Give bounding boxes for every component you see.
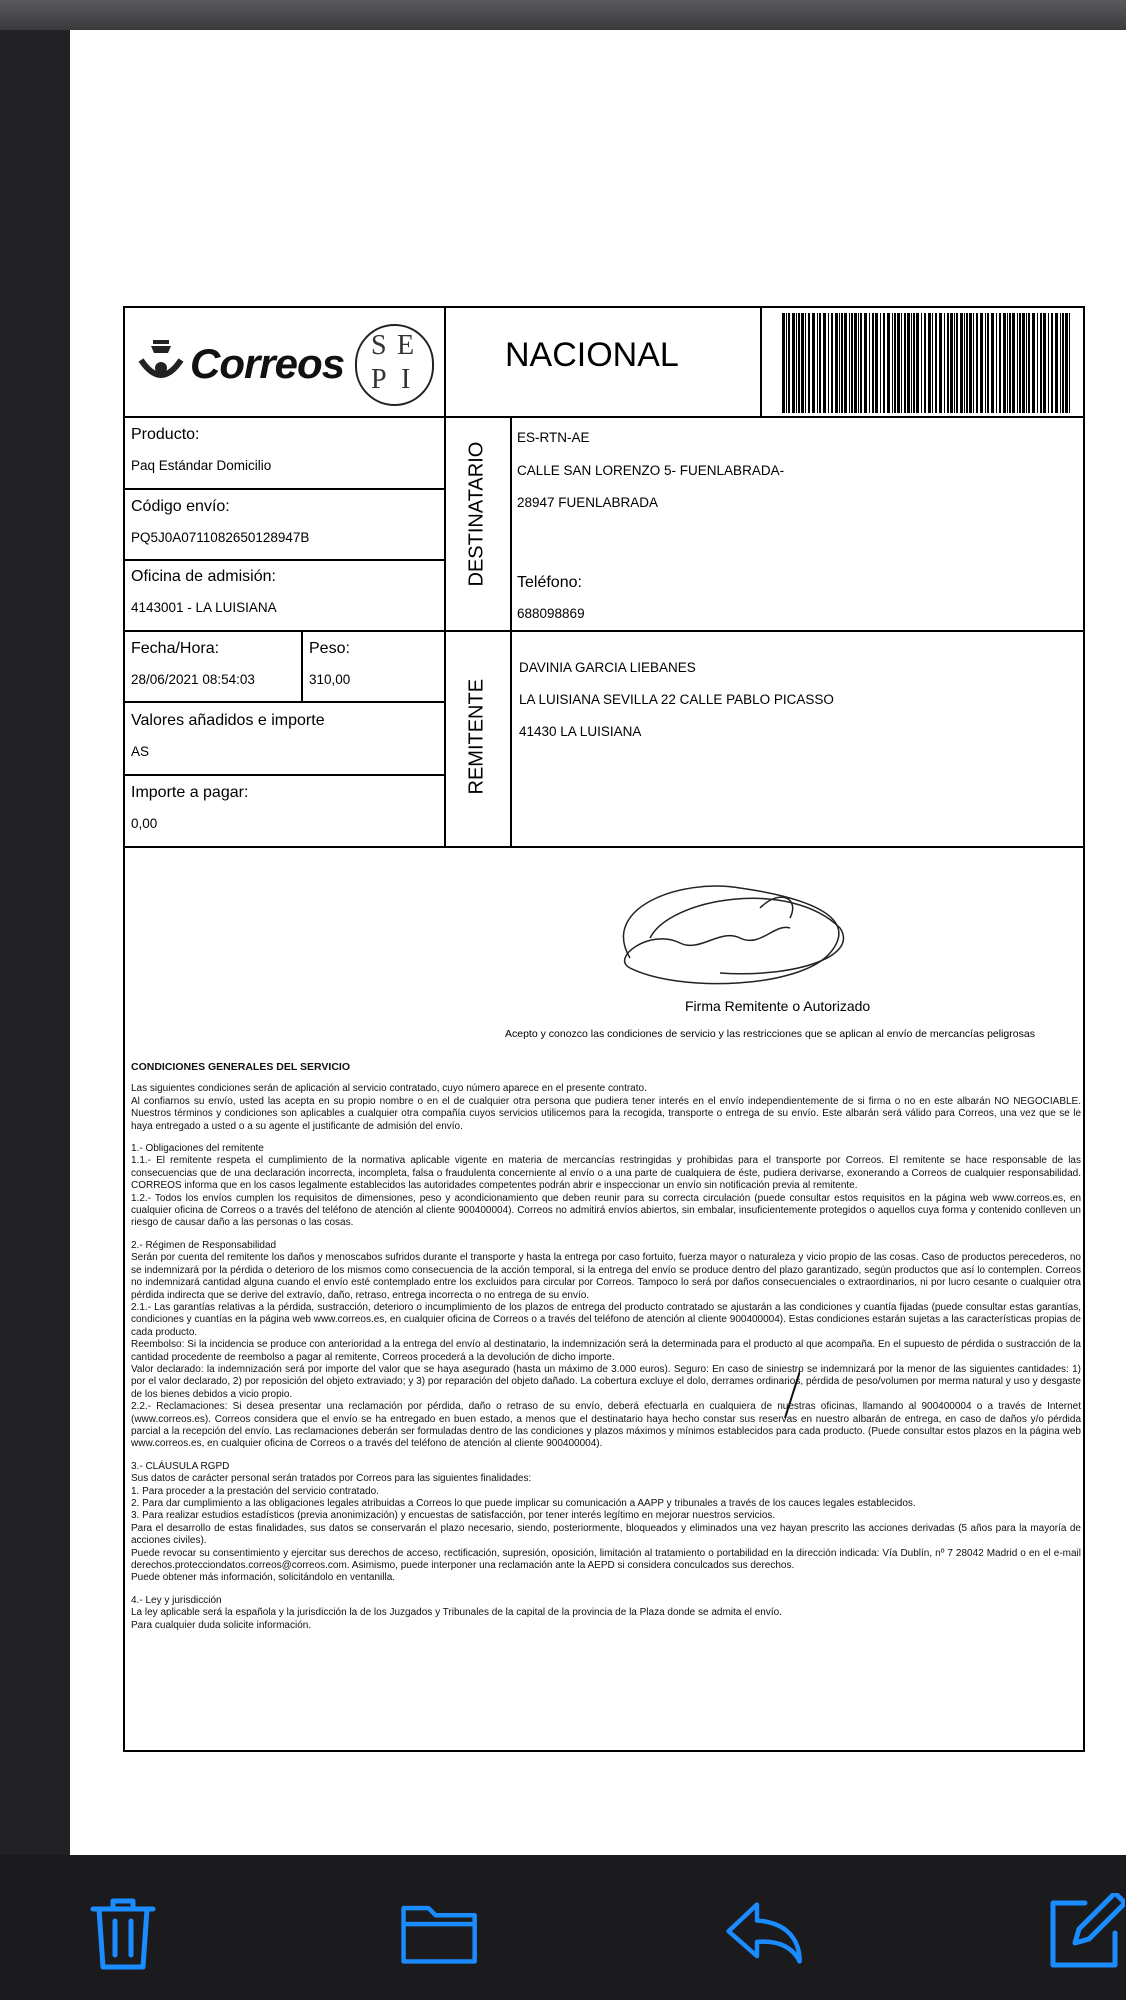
barcode-bar [1017,313,1018,413]
barcode-bar [1032,313,1035,413]
remitente-line: 41430 LA LUISIANA [519,724,642,739]
barcode [782,313,1072,413]
reply-icon[interactable] [725,1893,805,1973]
importe-label: Importe a pagar: [131,784,249,801]
barcode-bar [817,313,818,413]
divider [125,774,445,776]
barcode-bar [788,313,790,413]
barcode-bar [1037,313,1038,413]
signature-caption: Firma Remitente o Autorizado [685,998,871,1014]
valores-label: Valores añadidos e importe [131,712,325,729]
divider [760,308,762,418]
importe-value: 0,00 [131,816,158,831]
condition-paragraph: 2.- Régimen de Responsabilidad [131,1239,277,1251]
barcode-bar [1069,313,1070,413]
divider [125,846,1083,848]
paragraph-spacer [131,1585,1081,1595]
oficina-value: 4143001 - LA LUISIANA [131,600,277,615]
destinatario-heading: DESTINATARIO [465,441,488,587]
divider [125,488,445,490]
service-type: NACIONAL [505,336,679,374]
barcode-bar [1062,313,1064,413]
barcode-bar [1028,313,1030,413]
conditions-title: CONDICIONES GENERALES DEL SERVICIO [131,1061,350,1073]
barcode-bar [872,313,874,413]
trash-icon[interactable] [83,1893,163,1973]
barcode-bar [854,313,857,413]
condition-paragraph: 1.2.- Todos los envíos cumplen los requisitos de dimensiones, peso y acondicionamiento que deben reunir para su correcta circulación (puede consultar estos requisitos en la página web www.correos.es, en cualquier oficina de Correos o a través del teléfono de atención al cliente 900400004). Correos no admitirá envíos abiertos, sin embalar, insuficientemente protegidos o aquellos cuya forma y contenido conlleven un riesgo de causar daño a las personas o las cosas. [131,1192,1081,1229]
barcode-bar [839,313,840,413]
sepi-letter: P [371,364,387,395]
barcode-bar [904,313,906,413]
barcode-bar [1060,313,1061,413]
barcode-bar [901,313,902,413]
correos-logo [135,332,350,392]
condition-paragraph: Para cualquier duda solicite información. [131,1619,312,1631]
remitente-heading: REMITENTE [465,678,488,795]
condition-paragraph: La ley aplicable será la española y la jurisdicción la de los Juzgados y Tribunales de la capital de la provincia de la Plaza donde se admita el envío. [131,1607,782,1619]
sepi-letter: S [371,330,387,361]
peso-value: 310,00 [309,672,351,687]
condition-paragraph: 2.2.- Reclamaciones: Si desea presentar una reclamación por pérdida, daño o retraso de su envío, deberá efectuarla en cualquiera de nuestras oficinas, llamando al 900400004 o a través de Internet (www.correos.es). Correos considera que el envío se ha entregado en buen estado, a menos que el destinatario haya hecho constar sus reservas en nuestro albarán de entrega, en caso de daños y/o pérdida parcial a la recepción del envío. Las reclamaciones deberán ser formuladas dentro de las condiciones y plazos máximos y mínimos establecidos para cada producto. (Puede consultar estos plazos en la página web www.correos.es, en cualquier oficina de Correos o a través del teléfono de atención al cliente 900400004). [131,1401,1081,1450]
barcode-bar [1051,313,1053,413]
barcode-bar [921,313,922,413]
shipping-label [123,306,1085,1752]
barcode-bar [860,313,862,413]
condition-paragraph: Para el desarrollo de estas finalidades, sus datos se conservarán el plazo necesario, siendo, posteriormente, bloqueados y eliminados una vez hayan prescrito las acciones derivadas (5 años para la mayoría de acciones civiles). [131,1522,1081,1547]
barcode-bar [1026,313,1027,413]
barcode-bar [831,313,833,413]
barcode-bar [786,313,787,413]
paragraph-spacer [131,1230,1081,1240]
barcode-bar [1040,313,1042,413]
valores-value: AS [131,744,150,759]
barcode-bar [939,313,942,413]
barcode-bar [849,313,850,413]
divider [125,559,445,561]
barcode-bar [928,313,931,413]
barcode-bar [808,313,810,413]
barcode-bar [851,313,853,413]
sepi-letter: E [397,330,415,361]
barcode-bar [1012,313,1015,413]
barcode-bar [924,313,926,413]
condition-paragraph: 1.- Obligaciones del remitente [131,1143,264,1155]
barcode-bar [835,313,838,413]
paragraph-spacer [131,1133,1081,1143]
conditions-body [131,1083,1081,1632]
condition-paragraph: 3.- CLÁUSULA RGPD [131,1460,230,1472]
barcode-bar [1065,313,1068,413]
destinatario-line: 28947 FUENLABRADA [517,495,659,510]
condition-paragraph: Las siguientes condiciones serán de aplicación al servicio contratado, cuyo número aparece en el presente contrato. [131,1083,647,1095]
top-bar [0,0,1126,30]
barcode-bar [1009,313,1011,413]
barcode-bar [1003,313,1006,413]
barcode-bar [985,313,986,413]
barcode-bar [932,313,933,413]
barcode-bar [798,313,800,413]
sepi-logo [355,324,434,406]
barcode-bar [796,313,797,413]
barcode-bar [935,313,937,413]
barcode-bar [956,313,958,413]
acceptance-text: Acepto y conozco las condiciones de servicio y las restricciones que se aplican al envío de mercancías peligrosas [505,1028,1035,1040]
barcode-bar [1019,313,1021,413]
divider [125,701,445,703]
bottom-toolbar [0,1855,1126,2000]
divider [125,630,1083,632]
producto-label: Producto: [131,426,200,443]
barcode-bar [894,313,896,413]
condition-paragraph: Valor declarado: la indemnización será por importe del valor que se haya asegurado (hasta un máximo de 3.000 euros). Seguro: En caso de siniestro se indemnizará por la menor de las siguientes cantidades: 1) por el valor declarado, 2) por reposición del objeto extraviado; y 3) por reparación del objeto dañado. La cobertura excluye el dolo, derrames ordinarios, pérdida de peso/volumen por merma natural y uso y desgaste de los bienes debidos a vicio propio. [131,1363,1081,1400]
barcode-bar [950,313,953,413]
barcode-bar [976,313,978,413]
barcode-bar [964,313,965,413]
document-page [70,30,1126,1855]
signature-image [590,868,870,993]
barcode-bar [844,313,847,413]
barcode-bar [858,313,859,413]
barcode-bar [887,313,890,413]
barcode-bar [996,313,997,413]
oficina-label: Oficina de admisión: [131,568,276,585]
barcode-bar [911,313,912,413]
condition-paragraph: 1.1.- El remitente respeta el cumplimiento de la normativa aplicable vigente en materia de mercancías restringidas y prohibidas para el transporte por Correos. El remitente se hace responsable de las consecuencias que de una declaración incorrecta, incompleta, falsa o fraudulenta concerniente al envío o a una parte de cualquiera de éste, pudiera derivarse, exonerando a Correos de cualquier responsabilidad. CORREOS informa que en los casos legalmente establecidos las autoridades competentes podrán abrir e inspeccionar un envío sin notificación previa al remitente. [131,1155,1081,1192]
condition-paragraph: 4.- Ley y jurisdicción [131,1594,222,1606]
barcode-bar [782,313,785,413]
telefono-label: Teléfono: [517,574,582,591]
barcode-bar [913,313,915,413]
conditions-block [131,1061,1081,1632]
divider [444,308,446,848]
barcode-bar [960,313,963,413]
condition-paragraph: Al confiarnos su envío, usted las acepta en su propio nombre o en el de cualquier otra persona que pudiera tener interés en el envío independientemente de si firma o no en este albarán NO NEGOCIABLE. Nuestros términos y condiciones son aplicables a cualquier otra compañía cuyos servicios utilicemos para la recogida, transporte o entrega de su envío. Este albarán será válido para Correos, una vez que se le haya entregado a usted o a su agente el justificante de admisión del envío. [131,1095,1081,1132]
barcode-bar [973,313,974,413]
barcode-bar [980,313,983,413]
post-horn-icon [135,338,187,390]
barcode-bar [819,313,821,413]
condition-paragraph: 3. Para realizar estudios estadísticos (previa anonimización) y encuestas de satisfacción, por tener interés legítimo en mejorar nuestros servicios. [131,1510,776,1522]
barcode-bar [869,313,870,413]
telefono-value: 688098869 [517,606,585,621]
peso-label: Peso: [309,640,350,657]
producto-value: Paq Estándar Domicilio [131,458,272,473]
divider [510,416,512,848]
barcode-bar [966,313,968,413]
barcode-bar [792,313,795,413]
barcode-bar [828,313,829,413]
remitente-line: LA LUISIANA SEVILLA 22 CALLE PABLO PICASSO [519,692,834,707]
barcode-bar [875,313,878,413]
barcode-bar [1048,313,1049,413]
barcode-bar [944,313,945,413]
fecha-value: 28/06/2021 08:54:03 [131,672,255,687]
barcode-bar [1022,313,1025,413]
barcode-bar [991,313,994,413]
barcode-bar [897,313,900,413]
barcode-bar [805,313,806,413]
barcode-bar [823,313,826,413]
barcode-bar [812,313,815,413]
divider [125,416,1083,418]
condition-paragraph: Reembolso: Si la incidencia se produce con anterioridad a la entrega del envío al destinatario, la indemnización será la determinada para el producto al que acompaña. En el supuesto de pérdida o sustracción de la cantidad procedente de reembolso a pagar al remitente, Correos procederá a la devolución de dicho importe. [131,1339,1081,1363]
logo-text: Correos [190,340,345,387]
compose-icon[interactable] [1045,1893,1125,1973]
codigo-value: PQ5J0A0711082650128947B [131,530,310,545]
destinatario-line: ES-RTN-AE [517,430,590,445]
sepi-letter: I [401,364,411,395]
barcode-bar [907,313,910,413]
barcode-bar [954,313,955,413]
codigo-label: Código envío: [131,498,230,515]
barcode-bar [801,313,804,413]
barcode-bar [947,313,949,413]
destinatario-line: CALLE SAN LORENZO 5- FUENLABRADA- [517,463,785,478]
barcode-bar [987,313,989,413]
condition-paragraph: Sus datos de carácter personal serán tratados por Correos para las siguientes finalidades: [131,1473,532,1485]
condition-paragraph: 1. Para proceder a la prestación del servicio contratado. [131,1485,379,1497]
condition-paragraph: 2.1.- Las garantías relativas a la pérdida, sustracción, deterioro o incumplimiento de los plazos de entrega del producto contratado se ajustarán a las condiciones y cuantía fijadas (puede consultar estas garantías, condiciones y cuantías en la página web www.correos.es, en cualquier oficina de Correos o a través del teléfono de atención al cliente 900400004). Estas condiciones estarán sujetas a las características propias de cada producto. [131,1301,1081,1338]
barcode-bar [880,313,881,413]
left-margin [0,30,70,1855]
barcode-bar [1007,313,1008,413]
barcode-bar [864,313,867,413]
fecha-label: Fecha/Hora: [131,640,220,657]
divider [301,630,303,702]
barcode-bar [969,313,972,413]
barcode-bar [892,313,893,413]
paragraph-spacer [131,1451,1081,1461]
barcode-bar [841,313,843,413]
remitente-line: DAVINIA GARCIA LIEBANES [519,660,696,675]
barcode-bar [1043,313,1046,413]
barcode-bar [916,313,919,413]
condition-paragraph: Puede revocar su consentimiento y ejercitar sus derechos de acceso, rectificación, supresión, oposición, limitación al tratamiento o portabilidad en la dirección indicada: Vía Dublín, nº 7 28042 Madrid o en el e-mail derechos.protecciondatos.correos@correos.com. Asimismo, puede interponer una reclamación ante la AEPD si considera conculcados sus derechos. [131,1547,1081,1572]
barcode-bar [1055,313,1058,413]
barcode-bar [883,313,885,413]
condition-paragraph: Serán por cuenta del remitente los daños y menoscabos sufridos durante el transporte y hasta la entrega por caso fortuito, fuerza mayor o naturaleza y vicio propio de las cosas. Caso de productos perecederos, no se indemnizará por la pérdida o deterioro de los mismos como consecuencia de la acción temporal, si la entrega del envío se produce dentro del plazo garantizado, según productos que así lo contemplen. Correos no indemnizará cantidad alguna cuando el envío esté contemplado entre los excluidos para circular por Correos. Tampoco lo será por daños consecuenciales o extraordinarios, ni por lucro cesante o cualquier otra pérdida indirecta que se derive del extravío, daño, retraso, entrega incorrecta o no entrega de su envío. [131,1252,1081,1301]
barcode-bar [999,313,1001,413]
condition-paragraph: Puede obtener más información, solicitándolo en ventanilla. [131,1572,396,1584]
folder-icon[interactable] [400,1893,480,1973]
condition-paragraph: 2. Para dar cumplimiento a las obligaciones legales atribuidas a Correos lo que puede implicar su comunicación a AAPP y tribunales a través de los cauces legales establecidos. [131,1498,916,1509]
